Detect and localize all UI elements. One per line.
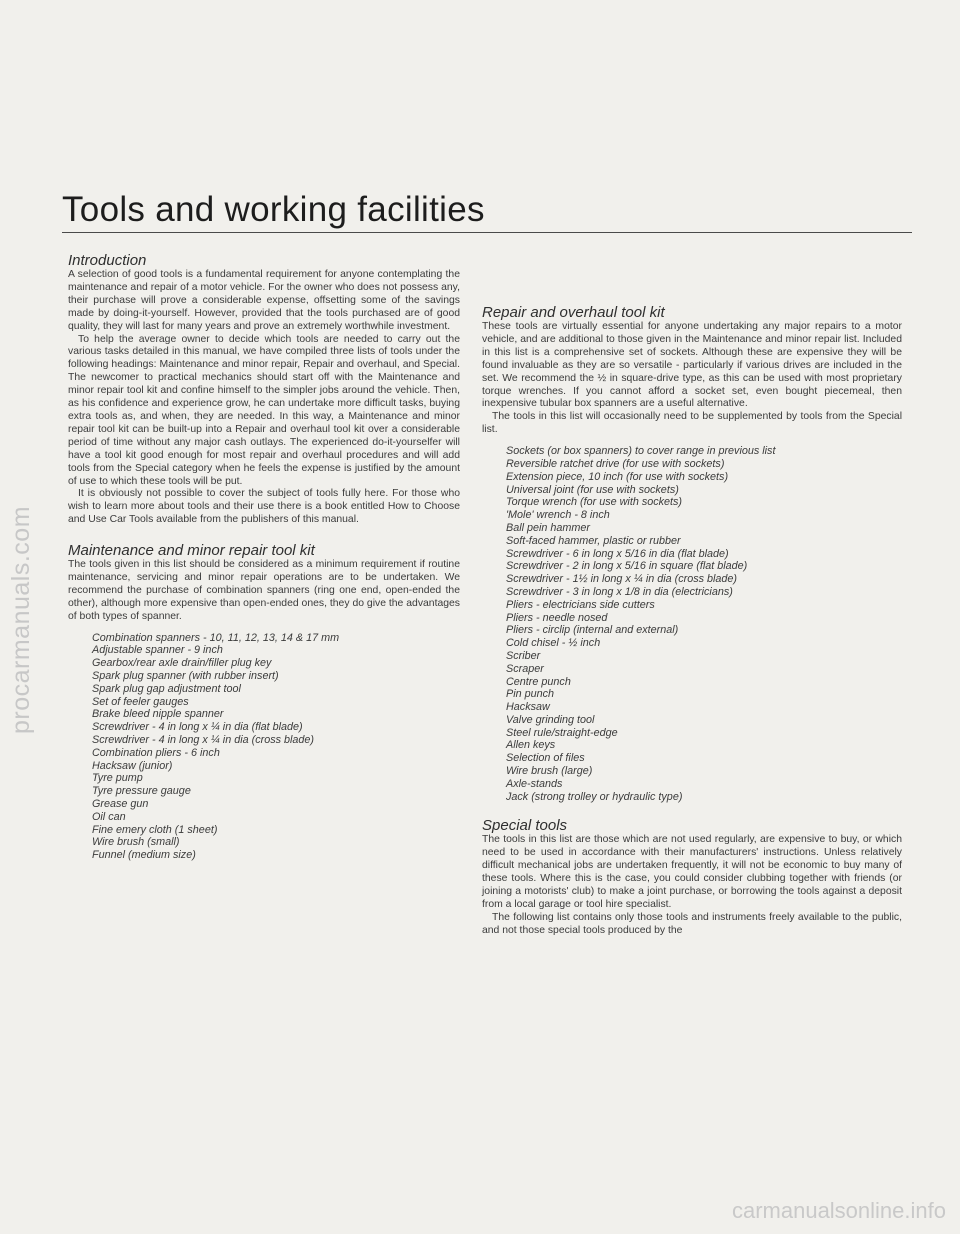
tool-item: Pliers - needle nosed — [506, 611, 608, 624]
tool-item: Screwdriver - 2 in long x 5/16 in square (flat blade) — [506, 560, 748, 573]
tool-item: Spark plug spanner (with rubber insert) — [92, 670, 279, 683]
tool-item: Set of feeler gauges — [92, 695, 189, 708]
tool-item: Wire brush (large) — [506, 765, 593, 778]
tool-item: Valve grinding tool — [506, 713, 595, 726]
tool-item: Gearbox/rear axle drain/filler plug key — [92, 657, 272, 670]
tool-item: Soft-faced hammer, plastic or rubber — [506, 534, 681, 547]
tool-item: Wire brush (small) — [92, 836, 180, 849]
title-rule — [62, 232, 912, 233]
tool-item: Screwdriver - 3 in long x 1/8 in dia (electricians) — [506, 585, 733, 598]
repair-heading: Repair and overhaul tool kit — [482, 304, 665, 321]
introduction-paragraph: A selection of good tools is a fundamental requirement for anyone contemplating the maintenance and repair of a motor vehicle. For the owner who does not possess any, their purchase will prove a considerable expense, offsetting some of the savings made by doing-it-yourself. However, provided that the tools purchased are of good quality, they will last for many years and prove an extremely worthwhile investment. — [68, 269, 460, 332]
tool-item: Grease gun — [92, 798, 149, 811]
tool-item: Fine emery cloth (1 sheet) — [92, 823, 218, 836]
page-title: Tools and working facilities — [62, 190, 485, 229]
tool-item: Ball pein hammer — [506, 521, 591, 534]
tool-item: Pin punch — [506, 688, 555, 701]
repair-paragraph: These tools are virtually essential for anyone undertaking any major repairs to a motor vehicle, and are additional to those given in the Maintenance and minor repair list. Included in this list is a comprehensive set of sockets. Although these are expensive they will be found invaluable as they are so versatile - particularly if various drives are included in the set. We recommend the ½ in square-drive type, as this can be used with most proprietary torque wrenches. If you cannot afford a socket set, even bought piecemeal, then inexpensive tubular box spanners are a useful alternative. — [482, 321, 902, 410]
tool-item: Scriber — [506, 649, 541, 662]
tool-item: Screwdriver - 1½ in long x ¼ in dia (cross blade) — [506, 573, 738, 586]
right-column — [482, 304, 902, 938]
tool-item: Hacksaw — [506, 701, 550, 714]
tool-item: Reversible ratchet drive (for use with sockets) — [506, 457, 725, 470]
special-paragraph: The following list contains only those tools and instruments freely available to the public, and not those special tools produced by the — [482, 911, 902, 936]
tool-item: Selection of files — [506, 752, 585, 765]
tool-item: Screwdriver - 6 in long x 5/16 in dia (flat blade) — [506, 547, 729, 560]
special-paragraph: The tools in this list are those which are not used regularly, are expensive to buy, or which need to be used in accordance with their manufacturers' instructions. Unless relatively difficult mechanical jobs are undertaken frequently, it will not be economic to buy many of these tools. Where this is the case, you could consider clubbing together with friends (or joining a motorists' club) to make a joint purchase, or borrowing the tools against a deposit from a local garage or tool hire specialist. — [482, 834, 902, 910]
tool-item: Centre punch — [506, 675, 571, 688]
tool-item: Allen keys — [506, 739, 556, 752]
tool-item: Cold chisel - ½ inch — [506, 637, 601, 650]
tool-item: Jack (strong trolley or hydraulic type) — [506, 790, 683, 803]
repair-section — [482, 304, 902, 803]
maintenance-tool-list — [92, 632, 460, 862]
tool-item: Hacksaw (junior) — [92, 759, 173, 772]
introduction-paragraph: To help the average owner to decide which tools are needed to carry out the various tasks detailed in this manual, we have compiled three lists of tools under the following headings: Maintenance and minor repair, Repair and overhaul, and Special. The newcomer to practical mechanics should start off with the Maintenance and minor repair tool kit and confine himself to the simpler jobs around the vehicle. Then, as his confidence and experience grow, he can undertake more difficult tasks, buying extra tools as, and when, they are needed. In this way, a Maintenance and minor repair tool kit can be built-up into a Repair and overhaul tool kit over a considerable period of time without any major cash outlays. The experienced do-it-yourselfer will have a tool kit good enough for most repair and overhaul procedures and will add tools from the Special category when he feels the expense is justified by the amount of use to which these tools will be put. — [68, 333, 460, 487]
tool-item: Sockets (or box spanners) to cover range in previous list — [506, 445, 776, 458]
introduction-heading: Introduction — [68, 252, 147, 269]
introduction-paragraph: It is obviously not possible to cover the subject of tools fully here. For those who wish to learn more about tools and their use there is a book entitled How to Choose and Use Car Tools available from the publishers of this manual. — [68, 488, 460, 526]
tool-item: Spark plug gap adjustment tool — [92, 682, 241, 695]
repair-paragraph: The tools in this list will occasionally need to be supplemented by tools from the Special list. — [482, 411, 902, 436]
tool-item: Scraper — [506, 662, 544, 675]
maintenance-heading: Maintenance and minor repair tool kit — [68, 542, 315, 560]
tool-item: Brake bleed nipple spanner — [92, 708, 224, 721]
tool-item: Funnel (medium size) — [92, 849, 196, 862]
tool-item: Screwdriver - 4 in long x ¼ in dia (flat blade) — [92, 721, 303, 734]
tool-item: Steel rule/straight-edge — [506, 726, 618, 739]
maintenance-paragraph: The tools given in this list should be considered as a minimum requirement if routine maintenance, servicing and minor repair operations are to be undertaken. We recommend the purchase of combination spanners (ring one end, open-ended the other), although more expensive than open-ended ones, they do give the advantages of both types of spanner. — [68, 559, 460, 622]
special-section — [482, 817, 902, 937]
left-column — [68, 252, 460, 862]
tool-item: Universal joint (for use with sockets) — [506, 483, 679, 496]
tool-item: Oil can — [92, 810, 126, 823]
special-heading: Special tools — [482, 817, 568, 835]
tool-item: Combination spanners - 10, 11, 12, 13, 14 & 17 mm — [92, 631, 340, 644]
side-watermark: procarmanuals.com — [7, 505, 35, 735]
tool-item: Axle-stands — [506, 777, 563, 790]
maintenance-section — [68, 542, 460, 862]
repair-tool-list — [506, 445, 902, 803]
bottom-watermark: carmanualsonline.info — [731, 1198, 946, 1223]
tool-item: Torque wrench (for use with sockets) — [506, 496, 683, 509]
introduction-section — [68, 252, 460, 527]
tool-item: Pliers - electricians side cutters — [506, 598, 655, 611]
tool-item: Adjustable spanner - 9 inch — [92, 644, 223, 657]
tool-item: Extension piece, 10 inch (for use with sockets) — [506, 470, 729, 483]
tool-item: Pliers - circlip (internal and external) — [506, 624, 679, 637]
tool-item: 'Mole' wrench - 8 inch — [506, 509, 610, 522]
tool-item: Tyre pressure gauge — [92, 785, 191, 798]
tool-item: Screwdriver - 4 in long x ¼ in dia (cross blade) — [92, 734, 315, 747]
tool-item: Tyre pump — [92, 772, 143, 785]
tool-item: Combination pliers - 6 inch — [92, 746, 220, 759]
